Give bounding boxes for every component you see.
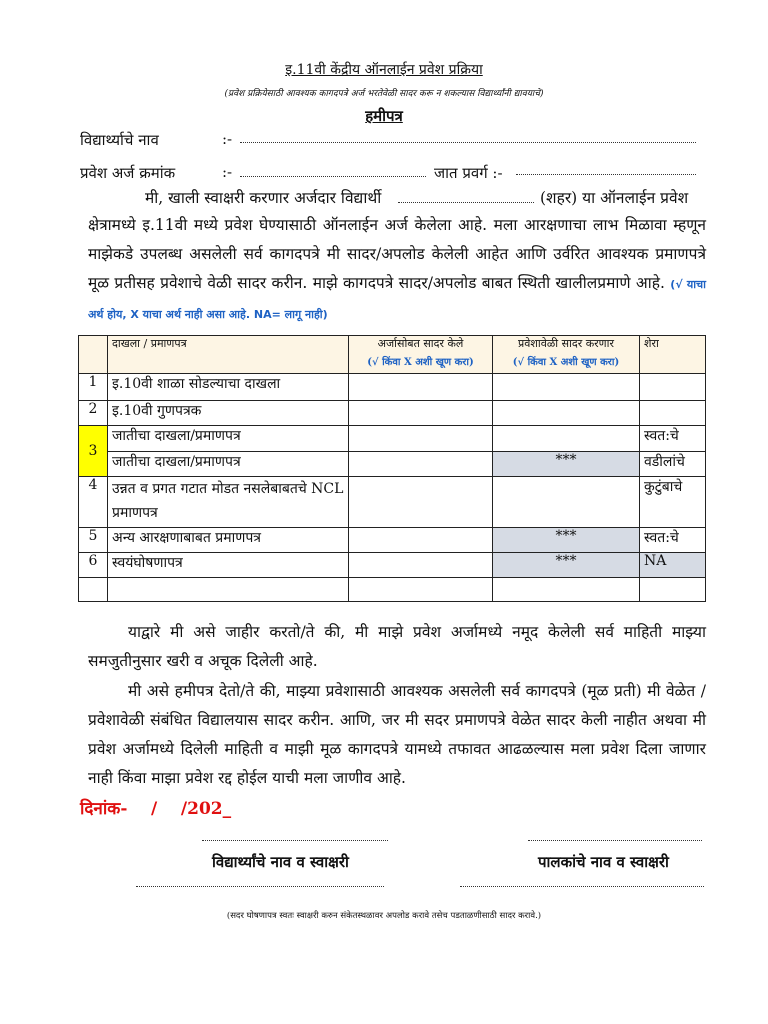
empty-cell[interactable] <box>493 578 640 602</box>
declaration-paragraph-1: याद्वारे मी असे जाहीर करतो/ते की, मी माझे प्रवेश अर्जामध्ये नमूद केलेली सर्व माहिती माझ्या समजुतीनुसार खरी व अचूक दिलेली आहे. <box>88 623 706 670</box>
application-no-label: प्रवेश अर्ज क्रमांक <box>80 164 176 182</box>
row-remark: स्वत:चे <box>640 426 706 452</box>
row-at-admission-cell[interactable] <box>493 477 640 528</box>
table-row <box>79 528 706 553</box>
row-num: 4 <box>79 477 108 528</box>
row-remark: वडीलांचे <box>640 452 706 477</box>
row-num: 2 <box>79 401 108 426</box>
row-num: 1 <box>79 374 108 401</box>
row-at-admission-cell[interactable] <box>493 374 640 401</box>
table-row-empty <box>79 578 706 602</box>
row-remark: NA <box>640 553 706 578</box>
student-name-line[interactable] <box>136 874 384 887</box>
student-name-label: विद्यार्थ्याचे नाव <box>80 131 159 149</box>
intro-line1-b: (शहर) या ऑनलाईन प्रवेश <box>540 189 689 207</box>
table-row <box>79 426 706 452</box>
row-submitted-cell[interactable] <box>349 477 493 528</box>
row-remark <box>640 401 706 426</box>
row-doc: जातीचा दाखला/प्रमाणपत्र <box>108 452 349 477</box>
parent-signature-line[interactable] <box>528 828 702 841</box>
page-title: इ.11वी केंद्रीय ऑनलाईन प्रवेश प्रक्रिया <box>285 62 483 78</box>
row-at-admission-cell[interactable] <box>493 426 640 452</box>
intro-line1-a: मी, खाली स्वाक्षरी करणार अर्जदार विद्यार्थी <box>145 189 382 207</box>
declaration-paragraph-2: मी असे हमीपत्र देतो/ते की, माझ्या प्रवेशासाठी आवश्यक असलेली सर्व कागदपत्रे (मूळ प्रती) मी वेळेत / प्रवेशावेळी संबंधित विद्यालयास सादर करीन. आणि, जर मी सदर प्रमाणपत्रे वेळेत सादर केली नाहीत अथवा मी प्रवेश अर्जामध्ये दिलेली माहिती व माझी मूळ कागदपत्रे यामध्ये तफावत आढळल्यास मला प्रवेश दिला जाणार नाही किंवा माझा प्रवेश रद्द होईल याची मला जाणीव आहे. <box>88 682 706 787</box>
empty-cell <box>79 578 108 602</box>
intro-body: क्षेत्रामध्ये इ.11वी मध्ये प्रवेश घेण्यासाठी ऑनलाईन अर्ज केलेला आहे. मला आरक्षणाचा लाभ मिळावा म्हणून माझेकडे उपलब्ध असलेली सर्व कागदपत्रे मी सादर/अपलोड केलेली आहेत आणि उर्वरित आवश्यक प्रमाणपत्रे मूळ प्रतीसह प्रवेशाचे वेळी सादर करीन. माझे कागदपत्रे सादर/अपलोड बाबत स्थिती खालीलप्रमाणे आहे. <box>88 216 706 292</box>
documents-table <box>78 335 706 602</box>
colon: :- <box>222 130 233 148</box>
header-submitted-hint: (√ किंवा X अशी खूण करा) <box>367 357 474 368</box>
table-row <box>79 553 706 578</box>
date-label: दिनांक- / /202_ <box>80 799 232 819</box>
student-signature-line[interactable] <box>202 828 388 841</box>
row-num: 5 <box>79 528 108 553</box>
header-num <box>79 336 108 374</box>
table-row <box>79 401 706 426</box>
document-heading: हमीपत्र <box>365 107 403 125</box>
application-no-field[interactable] <box>240 164 426 177</box>
row-remark: कुटुंबाचे <box>640 477 706 528</box>
row-submitted-cell[interactable] <box>349 553 493 578</box>
sub-note: (प्रवेश प्रक्रियेसाठी आवश्यक कागदपत्रे अर्ज भरतेवेळी सादर करू न शकल्यास विद्यार्थ्यांनी द्यावयाचे) <box>224 89 544 99</box>
row-remark <box>640 374 706 401</box>
student-name-field[interactable] <box>240 130 696 143</box>
header-doc: दाखला / प्रमाणपत्र <box>108 336 349 374</box>
table-row <box>79 452 706 477</box>
colon: :- <box>222 163 233 181</box>
row-submitted-cell[interactable] <box>349 528 493 553</box>
table-row <box>79 374 706 401</box>
row-submitted-cell[interactable] <box>349 426 493 452</box>
header-submitted <box>349 336 493 374</box>
row-num: 6 <box>79 553 108 578</box>
row-doc: उन्नत व प्रगत गटात मोडत नसलेबाबतचे NCL प्रमाणपत्र <box>108 477 349 528</box>
city-field[interactable] <box>398 190 534 203</box>
row-at-admission-cell: *** <box>493 528 640 553</box>
header-at-admission-hint: (√ किंवा X अशी खूण करा) <box>512 357 620 368</box>
parent-name-line[interactable] <box>460 874 704 887</box>
header-remark: शेरा <box>640 336 706 374</box>
empty-cell[interactable] <box>349 578 493 602</box>
table-row <box>79 477 706 528</box>
caste-label: जात प्रवर्ग :- <box>434 164 503 182</box>
parent-signature-label: पालकांचे नाव व स्वाक्षरी <box>538 853 669 871</box>
header-at-admission <box>493 336 640 374</box>
header-at-admission-label: प्रवेशावेळी सादर करणार <box>518 337 614 350</box>
student-signature-label: विद्यार्थ्यांचे नाव व स्वाक्षरी <box>212 853 349 871</box>
row-at-admission-cell[interactable] <box>493 401 640 426</box>
row-remark: स्वत:चे <box>640 528 706 553</box>
row-at-admission-cell: *** <box>493 452 640 477</box>
footer-note: (सदर घोषणापत्र स्वतः स्वाक्षरी करुन संकेतस्थळावर अपलोड करावे तसेच पडताळणीसाठी सादर करावे.) <box>226 911 542 921</box>
intro-paragraph <box>88 211 706 329</box>
table-header-row <box>79 336 706 374</box>
row-submitted-cell[interactable] <box>349 452 493 477</box>
row-doc: अन्य आरक्षणाबाबत प्रमाणपत्र <box>108 528 349 553</box>
row-doc: इ.10वी गुणपत्रक <box>108 401 349 426</box>
caste-field[interactable] <box>516 162 696 175</box>
row-num: 3 <box>79 426 108 477</box>
row-doc: जातीचा दाखला/प्रमाणपत्र <box>108 426 349 452</box>
empty-cell <box>108 578 349 602</box>
row-submitted-cell[interactable] <box>349 374 493 401</box>
empty-cell <box>640 578 706 602</box>
header-submitted-label: अर्जासोबत सादर केले <box>377 337 464 350</box>
row-doc: स्वयंघोषणापत्र <box>108 553 349 578</box>
row-submitted-cell[interactable] <box>349 401 493 426</box>
legend-note: (√ याचा अर्थ होय, X याचा अर्थ नाही असा आहे. NA= लागू नाही) <box>88 278 706 321</box>
row-doc: इ.10वी शाळा सोडल्याचा दाखला <box>108 374 349 401</box>
row-at-admission-cell: *** <box>493 553 640 578</box>
